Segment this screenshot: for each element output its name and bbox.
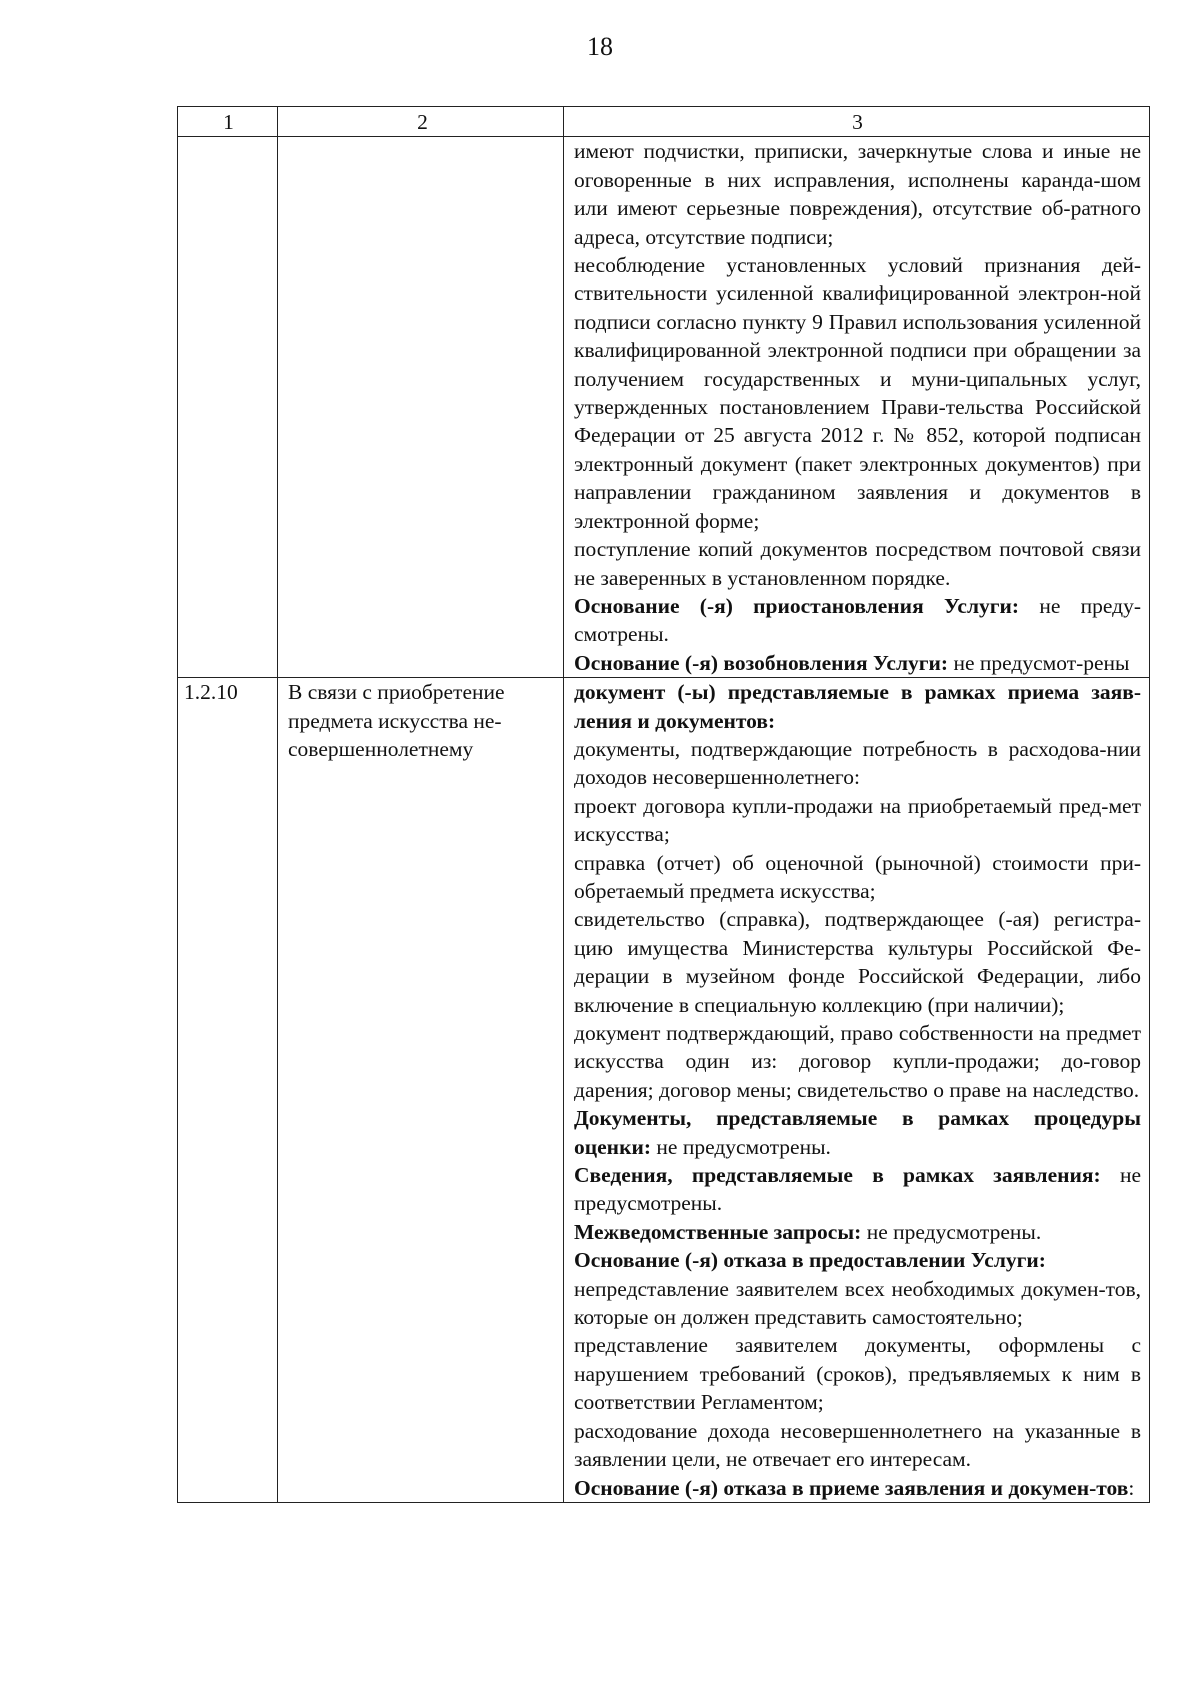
row-number-cell: 1.2.10 — [178, 678, 278, 1503]
table-row-1-2-10 — [178, 678, 1150, 1503]
table-header-row — [178, 107, 1150, 137]
document-item: проект договора купли-продажи на приобретаемый пред-мет искусства; — [574, 793, 1141, 847]
documents-label: документ (-ы) представляемые в рамках приема заяв-ления и документов: — [574, 680, 1141, 733]
header-col-1: 1 — [178, 107, 278, 137]
header-col-3: 3 — [564, 107, 1150, 137]
resumption-text: не предусмот-рены — [948, 650, 1130, 675]
interagency-label: Межведомственные запросы: — [574, 1219, 862, 1244]
interagency-paragraph — [574, 1218, 1141, 1246]
page-number: 18 — [587, 32, 613, 61]
rejection-tail: : — [1128, 1475, 1135, 1500]
evaluation-label: Документы, представляемые в рамках процедуры оценки: — [574, 1106, 1141, 1159]
content-paragraph: несоблюдение установленных условий признания дей-ствительности усиленной квалифицированной электрон-ной подписи согласно пункту 9 Правил использования усиленной квалифицированной электронной подписи при обращении за получением государственных и муни-ципальных услуг, утвержденных постановлением Прави-тельства Российской Федерации от 25 августа 2012 г. № 852, которой подписан электронный документ (пакет электронных документов) при направлении гражданином заявления и документов в электронной форме; — [574, 253, 1141, 533]
header-col-2: 2 — [278, 107, 564, 137]
info-text: не предусмотрены. — [574, 1163, 1141, 1216]
suspension-label: Основание (-я) приостановления Услуги: — [574, 593, 1020, 618]
document-item: документ подтверждающий, право собственности на предмет искусства один из: договор купли-продажи; до-говор дарения; договор мены; свидетельство о праве на наследство. — [574, 1021, 1141, 1102]
refusal-item: расходование дохода несовершеннолетнего на указанные в заявлении цели, не отвечает его интересам. — [574, 1418, 1141, 1472]
resumption-paragraph — [574, 649, 1141, 677]
row-title-cell — [278, 137, 564, 678]
info-paragraph — [574, 1161, 1141, 1218]
row-number-cell — [178, 137, 278, 678]
regulation-table — [177, 106, 1150, 1503]
rejection-paragraph — [574, 1474, 1141, 1502]
suspension-paragraph — [574, 592, 1141, 649]
refusal-label: Основание (-я) отказа в предоставлении Услуги: — [574, 1248, 1046, 1273]
evaluation-paragraph — [574, 1104, 1141, 1161]
interagency-text: не предусмотрены. — [861, 1219, 1042, 1244]
document-item: справка (отчет) об оценочной (рыночной) стоимости при-обретаемый предмета искусства; — [574, 850, 1141, 903]
document-item: свидетельство (справка), подтверждающее (-ая) регистра-цию имущества Министерства культуры Российской Фе-дерации в музейном фонде Российской Федерации, либо включение в специальную коллекцию (при наличии); — [574, 907, 1141, 1017]
row-content-cell — [564, 678, 1150, 1503]
content-paragraph: имеют подчистки, приписки, зачеркнутые слова и иные не оговоренные в них исправления, исполнены каранда-шом или имеют серьезные повреждения), отсутствие об-ратного адреса, отсутствие подписи; — [574, 139, 1141, 249]
refusal-item: представление заявителем документы, оформлены с нарушением требований (сроков), предъявляемых к ним в соответствии Регламентом; — [574, 1333, 1141, 1415]
evaluation-text: не предусмотрены. — [651, 1134, 831, 1159]
suspension-text: не преду-смотрены. — [574, 593, 1141, 647]
document-item: документы, подтверждающие потребность в расходова-нии доходов несовершеннолетнего: — [574, 736, 1141, 790]
table-row-continued — [178, 137, 1150, 678]
rejection-label: Основание (-я) отказа в приеме заявления и докумен-тов — [574, 1475, 1129, 1500]
info-label: Сведения, представляемые в рамках заявления: — [574, 1163, 1101, 1188]
refusal-item: непредставление заявителем всех необходимых докумен-тов, которые он должен представить самостоятельно; — [574, 1276, 1141, 1330]
row-content-cell — [564, 137, 1150, 678]
row-title-cell: В связи с приобретение предмета искусства не-совершеннолетнему — [278, 678, 564, 1503]
content-paragraph: поступление копий документов посредством почтовой связи не заверенных в установленном порядке. — [574, 537, 1141, 590]
resumption-label: Основание (-я) возобновления Услуги: — [574, 650, 949, 675]
